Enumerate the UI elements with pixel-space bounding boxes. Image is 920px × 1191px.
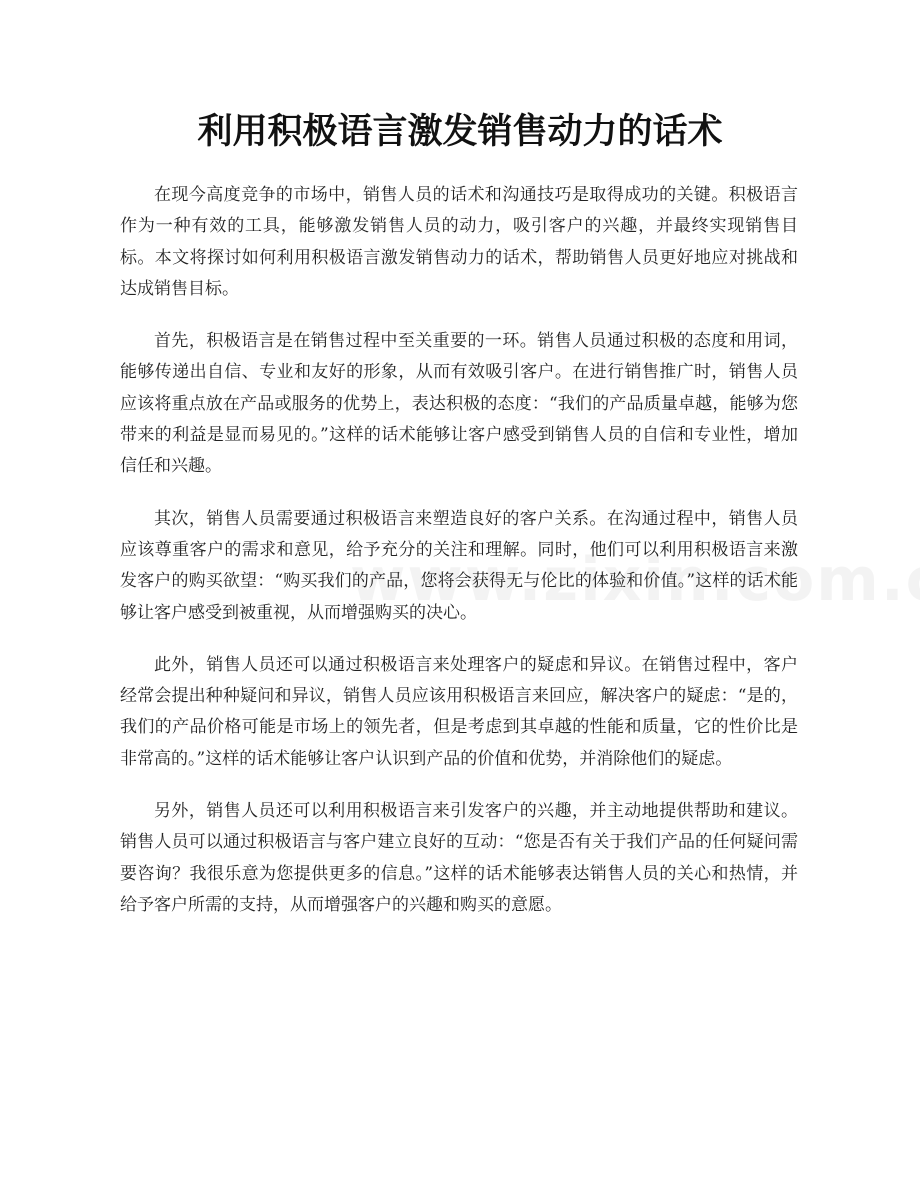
paragraph-fourth: 另外，销售人员还可以利用积极语言来引发客户的兴趣，并主动地提供帮助和建议。销售人员可以通过积极语言与客户建立良好的互动：“您是否有关于我们产品的任何疑问需要咨询？我很乐意为您提供更多的信息。”这样的话术能够表达销售人员的关心和热情，并给予客户所需的支持，从而增强客户的兴趣和购买的意愿。 [120,801,798,915]
paragraph-third: 此外，销售人员还可以通过积极语言来处理客户的疑虑和异议。在销售过程中，客户经常会提出种种疑问和异议，销售人员应该用积极语言来回应，解决客户的疑虑：“是的，我们的产品价格可能是市场上的领先者，但是考虑到其卓越的性能和质量，它的性价比是非常高的。”这样的话术能够让客户认识到产品的价值和优势，并消除他们的疑虑。 [120,654,798,769]
paragraph-first: 首先，积极语言是在销售过程中至关重要的一环。销售人员通过积极的态度和用词，能够传递出自信、专业和友好的形象，从而有效吸引客户。在进行销售推广时，销售人员应该将重点放在产品或服务的优势上，表达积极的态度：“我们的产品质量卓越，能够为您带来的利益是显而易见的。”这样的话术能够让客户感受到销售人员的自信和专业性，增加信任和兴趣。 [120,331,798,477]
paragraph-second: 其次，销售人员需要通过积极语言来塑造良好的客户关系。在沟通过程中，销售人员应该尊重客户的需求和意见，给予充分的关注和理解。同时，他们可以利用积极语言来激发客户的购买欲望：“购买我们的产品，您将会获得无与伦比的体验和价值。”这样的话术能够让客户感受到被重视，从而增强购买的决心。 [120,508,798,623]
paragraph-intro: 在现今高度竞争的市场中，销售人员的话术和沟通技巧是取得成功的关键。积极语言作为一种有效的工具，能够激发销售人员的动力，吸引客户的兴趣，并最终实现销售目标。本文将探讨如何利用积极语言激发销售动力的话术，帮助销售人员更好地应对挑战和达成销售目标。 [120,185,798,299]
document-title: 利用积极语言激发销售动力的话术 [197,112,723,152]
document-body [120,180,798,942]
